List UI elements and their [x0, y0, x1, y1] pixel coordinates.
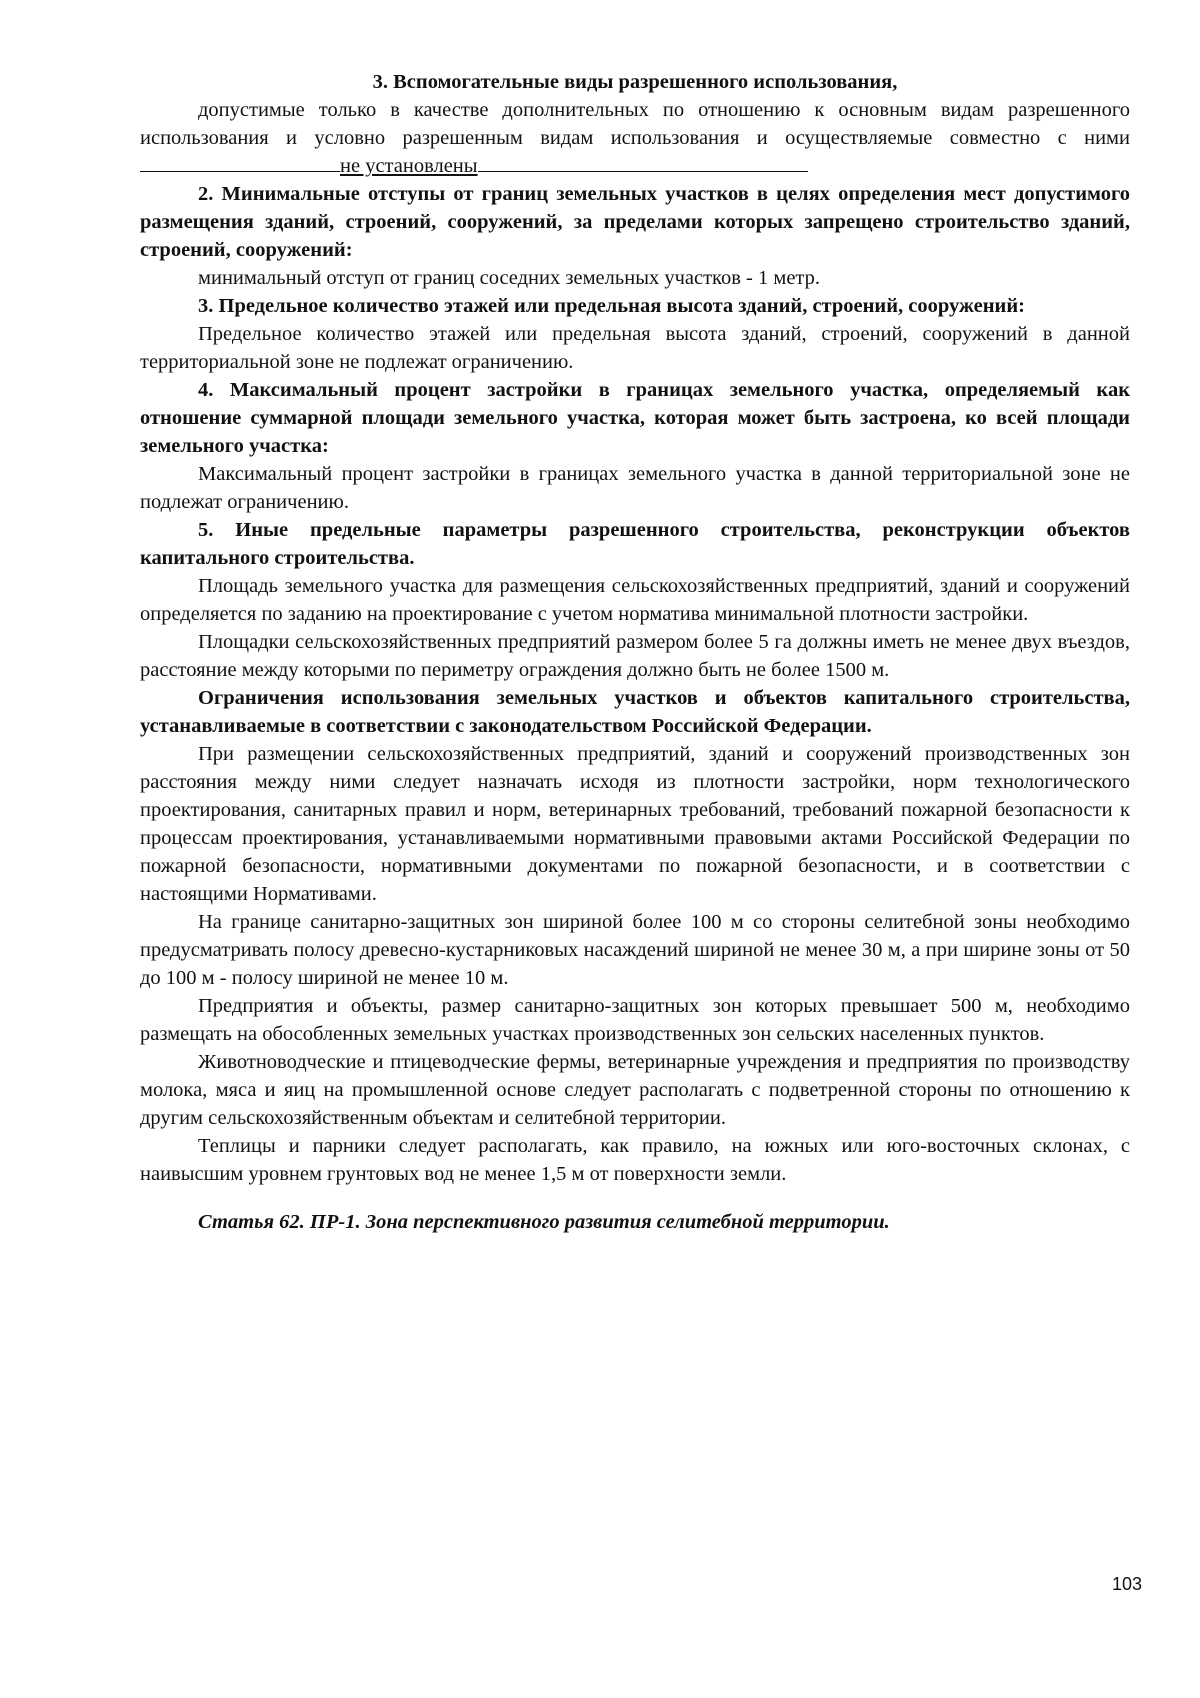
heading-setbacks: 2. Минимальные отступы от границ земельных участков в целях определения мест допустимого размещения зданий, строений, сооружений, за пределами которых запрещено строительство зданий, строений, сооружений: [140, 183, 1130, 261]
other-parameters-paragraph-1: Площадь земельного участка для размещения сельскохозяйственных предприятий, зданий и сооружений определяется по заданию на проектирование с учетом норматива минимальной плотности застройки. [140, 575, 1130, 625]
restrictions-paragraph-2: На границе санитарно-защитных зон шириной более 100 м со стороны селитебной зоны необходимо предусматривать полосу древесно-кустарниковых насаждений шириной не менее 30 м, а при ширине зоны от 50 до 100 м - полосу шириной не менее 10 м. [140, 911, 1130, 989]
restrictions-paragraph-4: Животноводческие и птицеводческие фермы, ветеринарные учреждения и предприятия по производству молока, мяса и яиц на промышленной основе следует располагать с подветренной стороны по отношению к другим сельскохозяйственным объектам и селитебной территории. [140, 1051, 1130, 1129]
fill-line-right [478, 171, 808, 172]
auxiliary-uses-paragraph [140, 96, 1130, 180]
fill-line-left [140, 171, 340, 172]
restrictions-paragraph-1: При размещении сельскохозяйственных предприятий, зданий и сооружений производственных зон расстояния между ними следует назначать исходя из плотности застройки, норм технологического проектирования, санитарных правил и норм, ветеринарных требований, требований пожарной безопасности к процессам проектирования, устанавливаемыми нормативными правовыми актами Российской Федерации по пожарной безопасности, нормативными документами по пожарной безопасности, и в соответствии с настоящими Нормативами. [140, 743, 1130, 905]
restrictions-paragraph-5: Теплицы и парники следует располагать, как правило, на южных или юго-восточных склонах, с наивысшим уровнем грунтовых вод не менее 1,5 м от поверхности земли. [140, 1135, 1130, 1185]
floors-paragraph: Предельное количество этажей или предельная высота зданий, строений, сооружений в данной территориальной зоне не подлежат ограничению. [140, 323, 1130, 373]
heading-restrictions: Ограничения использования земельных участков и объектов капитального строительства, устанавливаемые в соответствии с законодательством Российской Федерации. [140, 687, 1130, 737]
other-parameters-paragraph-2: Площадки сельскохозяйственных предприятий размером более 5 га должны иметь не менее двух въездов, расстояние между которыми по периметру ограждения должно быть не более 1500 м. [140, 631, 1130, 681]
coverage-paragraph: Максимальный процент застройки в границах земельного участка в данной территориальной зоне не подлежат ограничению. [140, 463, 1130, 513]
heading-auxiliary-uses: 3. Вспомогательные виды разрешенного использования, [372, 71, 898, 93]
heading-floors: 3. Предельное количество этажей или предельная высота зданий, строений, сооружений: [198, 295, 1025, 317]
heading-coverage: 4. Максимальный процент застройки в границах земельного участка, определяемый как отношение суммарной площади земельного участка, которая может быть застроена, ко всей площади земельного участка: [140, 379, 1130, 457]
page-number: 103 [1112, 1574, 1143, 1594]
setbacks-paragraph: минимальный отступ от границ соседних земельных участков - 1 метр. [198, 267, 821, 289]
auxiliary-uses-value: не установлены [340, 155, 478, 177]
document-page [140, 68, 1130, 1236]
restrictions-paragraph-3: Предприятия и объекты, размер санитарно-защитных зон которых превышает 500 м, необходимо размещать на обособленных земельных участках производственных зон сельских населенных пунктов. [140, 995, 1130, 1045]
heading-other-parameters: 5. Иные предельные параметры разрешенного строительства, реконструкции объектов капитального строительства. [140, 519, 1130, 569]
spacer [140, 1188, 1130, 1208]
auxiliary-uses-text: допустимые только в качестве дополнительных по отношению к основным видам разрешенного использования и условно разрешенным видам использования и осуществляемые совместно с ними [140, 99, 1130, 149]
article-heading: Статья 62. ПР-1. Зона перспективного развития селитебной территории. [198, 1211, 890, 1233]
